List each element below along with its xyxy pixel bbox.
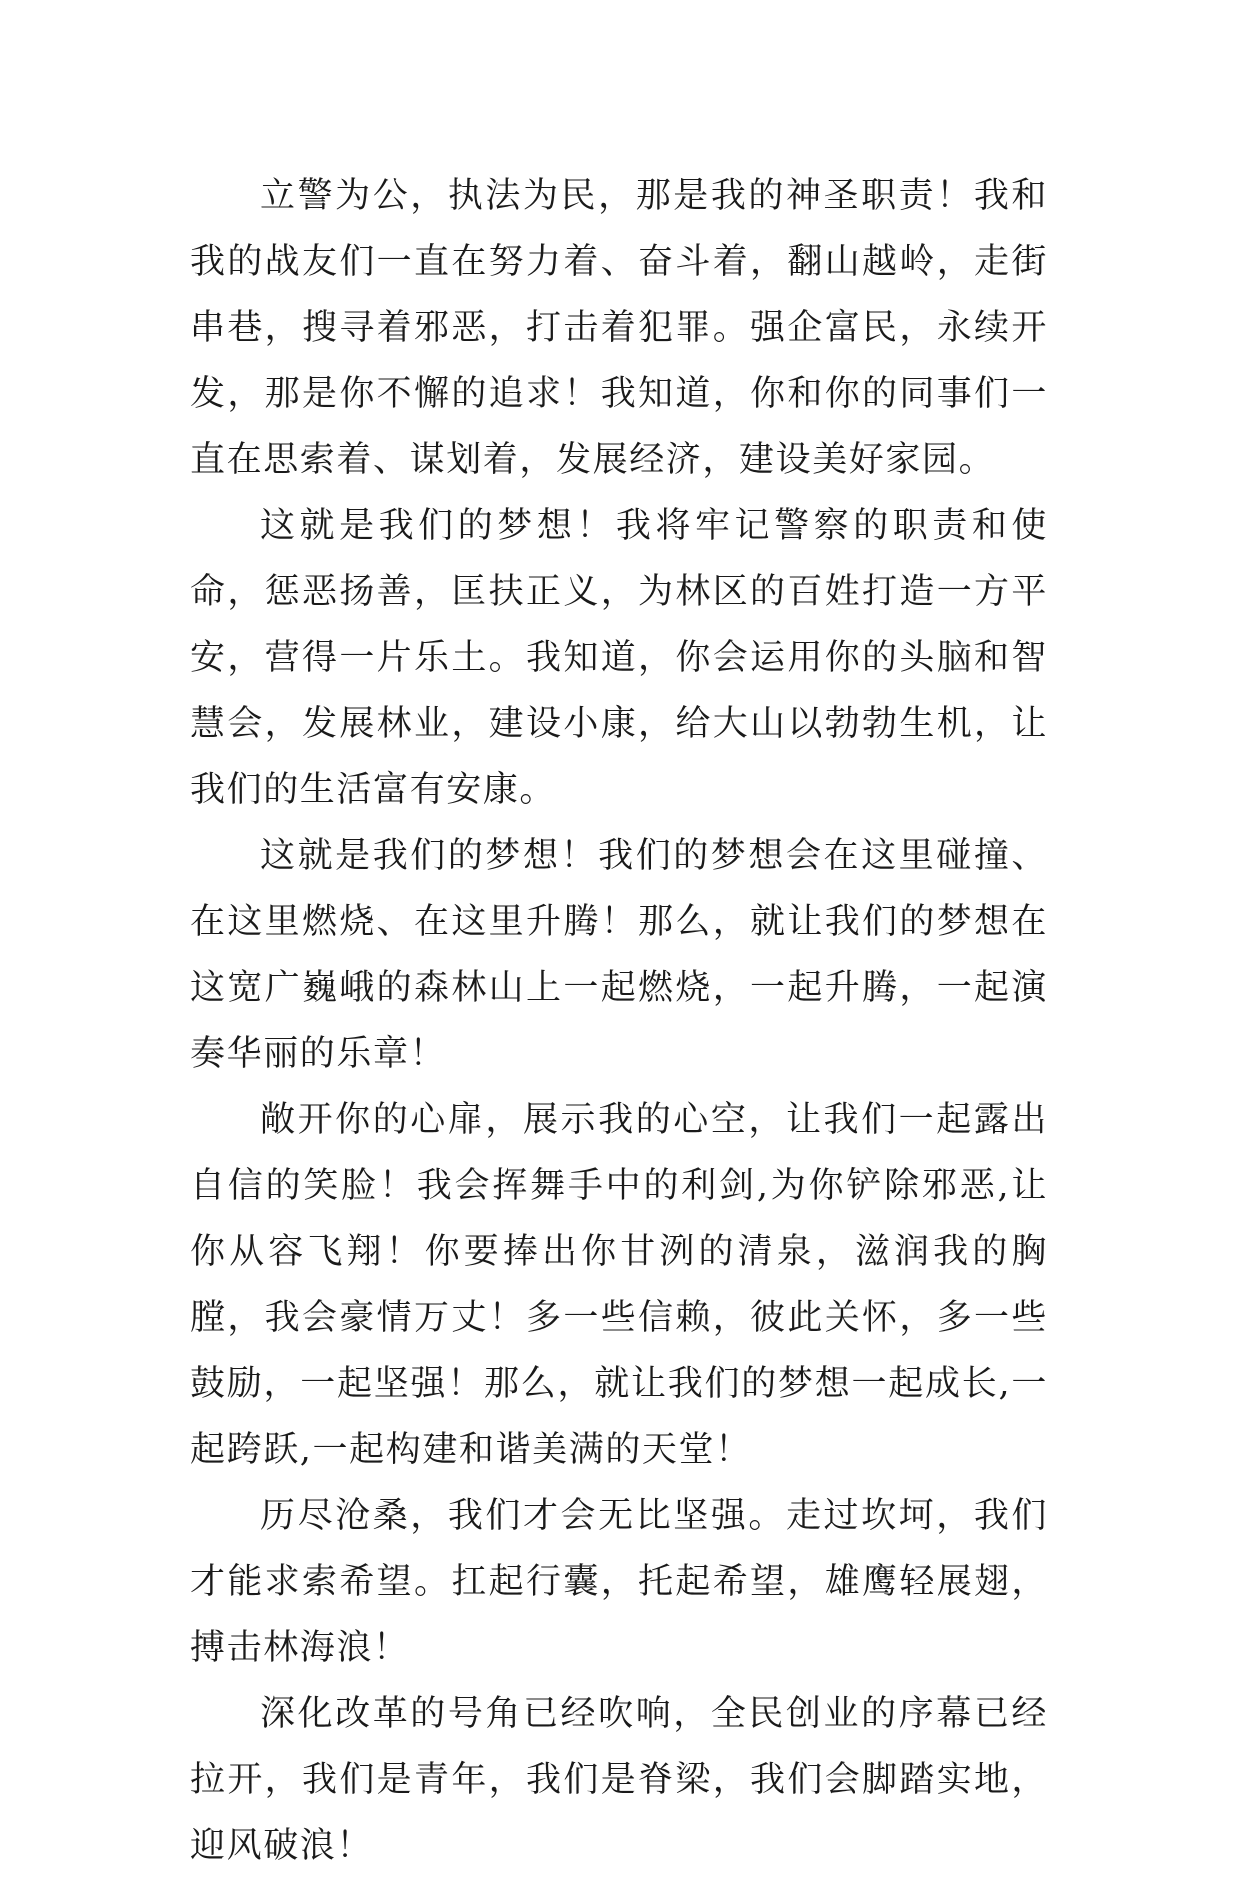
paragraph-6: 深化改革的号角已经吹响，全民创业的序幕已经拉开，我们是青年，我们是脊梁，我们会脚踏实地，迎风破浪！ bbox=[190, 1694, 1048, 1866]
paragraph-3: 这就是我们的梦想！我们的梦想会在这里碰撞、在这里燃烧、在这里升腾！那么，就让我们的梦想在这宽广巍峨的森林山上一起燃烧，一起升腾，一起演奏华丽的乐章！ bbox=[190, 836, 1048, 1074]
paragraph-1: 立警为公，执法为民，那是我的神圣职责！我和我的战友们一直在努力着、奋斗着，翻山越岭，走街串巷，搜寻着邪恶，打击着犯罪。强企富民，永续开发，那是你不懈的追求！我知道，你和你的同事们一直在思索着、谋划着，发展经济，建设美好家园。 bbox=[190, 176, 1048, 480]
paragraph-4: 敞开你的心扉，展示我的心空，让我们一起露出自信的笑脸！我会挥舞手中的利剑,为你铲除邪恶,让你从容飞翔！你要捧出你甘洌的清泉，滋润我的胸膛，我会豪情万丈！多一些信赖，彼此关怀，多一些鼓励，一起坚强！那么，就让我们的梦想一起成长,一起跨跃,一起构建和谐美满的天堂！ bbox=[190, 1100, 1048, 1470]
document-body bbox=[190, 163, 1048, 1879]
paragraph-5: 历尽沧桑，我们才会无比坚强。走过坎坷，我们才能求索希望。扛起行囊，托起希望，雄鹰轻展翅，搏击林海浪！ bbox=[190, 1496, 1048, 1668]
paragraph-2: 这就是我们的梦想！我将牢记警察的职责和使命，惩恶扬善，匡扶正义，为林区的百姓打造一方平安，营得一片乐土。我知道，你会运用你的头脑和智慧会，发展林业，建设小康，给大山以勃勃生机，让我们的生活富有安康。 bbox=[190, 506, 1048, 810]
